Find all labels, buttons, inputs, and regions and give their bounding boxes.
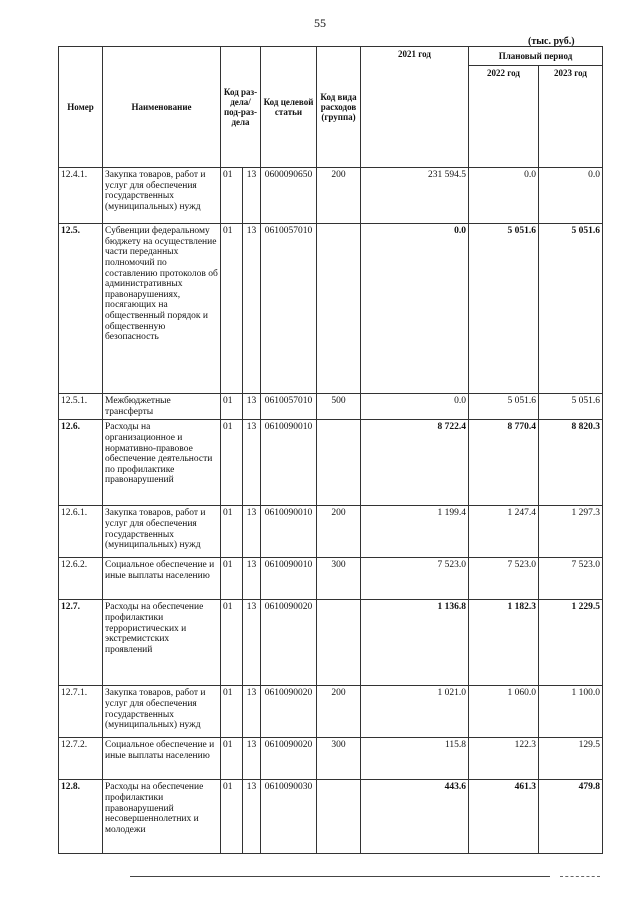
row-section: 01 bbox=[221, 558, 243, 600]
row-value-2021: 8 722.4 bbox=[361, 420, 469, 506]
table-body bbox=[59, 168, 603, 854]
table-row bbox=[59, 558, 603, 600]
row-value-2023: 1 229.5 bbox=[539, 600, 603, 686]
row-section: 01 bbox=[221, 224, 243, 394]
header-name: Наименование bbox=[103, 47, 221, 168]
row-subsection: 13 bbox=[243, 600, 261, 686]
row-section: 01 bbox=[221, 506, 243, 558]
row-number: 12.6.1. bbox=[59, 506, 103, 558]
row-value-2023: 129.5 bbox=[539, 738, 603, 780]
row-expense-code bbox=[317, 420, 361, 506]
row-value-2023: 5 051.6 bbox=[539, 394, 603, 420]
header-row-top bbox=[59, 47, 603, 66]
row-expense-code: 300 bbox=[317, 558, 361, 600]
row-value-2021: 443.6 bbox=[361, 780, 469, 854]
row-name: Социальное обеспечение и иные выплаты населению bbox=[103, 738, 221, 780]
row-number: 12.7.1. bbox=[59, 686, 103, 738]
row-number: 12.4.1. bbox=[59, 168, 103, 224]
row-expense-code bbox=[317, 600, 361, 686]
table-row bbox=[59, 506, 603, 558]
units-label: (тыс. руб.) bbox=[528, 36, 575, 47]
row-section: 01 bbox=[221, 420, 243, 506]
row-section: 01 bbox=[221, 780, 243, 854]
row-name: Закупка товаров, работ и услуг для обеспечения государственных (муниципальных) нужд bbox=[103, 686, 221, 738]
table-row bbox=[59, 224, 603, 394]
row-value-2021: 1 199.4 bbox=[361, 506, 469, 558]
row-name: Расходы на обеспечение профилактики террористических и экстремистских проявлений bbox=[103, 600, 221, 686]
row-value-2022: 5 051.6 bbox=[469, 224, 539, 394]
footer-rule bbox=[130, 876, 550, 877]
budget-table bbox=[58, 46, 603, 854]
row-number: 12.7. bbox=[59, 600, 103, 686]
row-value-2022: 1 247.4 bbox=[469, 506, 539, 558]
row-value-2023: 8 820.3 bbox=[539, 420, 603, 506]
row-value-2023: 1 297.3 bbox=[539, 506, 603, 558]
row-target-code: 0610090010 bbox=[261, 420, 317, 506]
row-value-2022: 0.0 bbox=[469, 168, 539, 224]
row-expense-code: 300 bbox=[317, 738, 361, 780]
header-planned: Плановый период bbox=[469, 47, 603, 66]
header-expense: Код вида расходов (группа) bbox=[317, 47, 361, 168]
row-number: 12.7.2. bbox=[59, 738, 103, 780]
row-expense-code: 200 bbox=[317, 506, 361, 558]
row-subsection: 13 bbox=[243, 558, 261, 600]
header-number: Номер bbox=[59, 47, 103, 168]
row-value-2023: 7 523.0 bbox=[539, 558, 603, 600]
row-value-2022: 461.3 bbox=[469, 780, 539, 854]
row-value-2021: 1 136.8 bbox=[361, 600, 469, 686]
row-target-code: 0610090030 bbox=[261, 780, 317, 854]
row-target-code: 0610090020 bbox=[261, 600, 317, 686]
row-target-code: 0610090010 bbox=[261, 506, 317, 558]
table-row bbox=[59, 686, 603, 738]
row-number: 12.6. bbox=[59, 420, 103, 506]
row-section: 01 bbox=[221, 600, 243, 686]
row-subsection: 13 bbox=[243, 780, 261, 854]
row-value-2022: 7 523.0 bbox=[469, 558, 539, 600]
row-name: Расходы на организационное и нормативно-правовое обеспечение деятельности по профилактике правонарушений bbox=[103, 420, 221, 506]
row-subsection: 13 bbox=[243, 224, 261, 394]
row-value-2021: 7 523.0 bbox=[361, 558, 469, 600]
row-value-2022: 122.3 bbox=[469, 738, 539, 780]
row-name: Закупка товаров, работ и услуг для обеспечения государственных (муниципальных) нужд bbox=[103, 168, 221, 224]
row-value-2022: 5 051.6 bbox=[469, 394, 539, 420]
row-target-code: 0600090650 bbox=[261, 168, 317, 224]
row-expense-code: 200 bbox=[317, 686, 361, 738]
row-subsection: 13 bbox=[243, 686, 261, 738]
row-expense-code: 500 bbox=[317, 394, 361, 420]
row-value-2021: 1 021.0 bbox=[361, 686, 469, 738]
row-subsection: 13 bbox=[243, 394, 261, 420]
row-section: 01 bbox=[221, 686, 243, 738]
footer-rule-short bbox=[560, 876, 600, 877]
header-2021: 2021 год bbox=[361, 47, 469, 168]
row-number: 12.5. bbox=[59, 224, 103, 394]
row-expense-code: 200 bbox=[317, 168, 361, 224]
row-value-2023: 479.8 bbox=[539, 780, 603, 854]
row-name: Расходы на обеспечение профилактики правонарушений несовершеннолетних и молодежи bbox=[103, 780, 221, 854]
row-expense-code bbox=[317, 224, 361, 394]
header-section: Код раз-дела/ под-раз-дела bbox=[221, 47, 261, 168]
row-value-2023: 5 051.6 bbox=[539, 224, 603, 394]
row-subsection: 13 bbox=[243, 420, 261, 506]
row-number: 12.8. bbox=[59, 780, 103, 854]
row-target-code: 0610057010 bbox=[261, 224, 317, 394]
row-name: Субвенции федеральному бюджету на осуществление части переданных полномочий по составлению протоколов об административных правонарушениях, посягающих на общественный порядок и общественную безопасность bbox=[103, 224, 221, 394]
row-subsection: 13 bbox=[243, 738, 261, 780]
row-value-2021: 231 594.5 bbox=[361, 168, 469, 224]
row-value-2022: 1 060.0 bbox=[469, 686, 539, 738]
header-2022: 2022 год bbox=[469, 66, 539, 168]
table-row bbox=[59, 780, 603, 854]
row-section: 01 bbox=[221, 394, 243, 420]
row-subsection: 13 bbox=[243, 168, 261, 224]
row-number: 12.5.1. bbox=[59, 394, 103, 420]
row-value-2023: 0.0 bbox=[539, 168, 603, 224]
page-number: 55 bbox=[314, 16, 326, 30]
row-name: Закупка товаров, работ и услуг для обеспечения государственных (муниципальных) нужд bbox=[103, 506, 221, 558]
table-row bbox=[59, 420, 603, 506]
header-target: Код целевой статьи bbox=[261, 47, 317, 168]
row-target-code: 0610057010 bbox=[261, 394, 317, 420]
table-row bbox=[59, 738, 603, 780]
row-subsection: 13 bbox=[243, 506, 261, 558]
row-target-code: 0610090010 bbox=[261, 558, 317, 600]
row-value-2022: 8 770.4 bbox=[469, 420, 539, 506]
table-row bbox=[59, 600, 603, 686]
row-target-code: 0610090020 bbox=[261, 738, 317, 780]
row-name: Социальное обеспечение и иные выплаты населению bbox=[103, 558, 221, 600]
row-value-2021: 115.8 bbox=[361, 738, 469, 780]
row-expense-code bbox=[317, 780, 361, 854]
row-number: 12.6.2. bbox=[59, 558, 103, 600]
table-row bbox=[59, 394, 603, 420]
row-value-2022: 1 182.3 bbox=[469, 600, 539, 686]
row-target-code: 0610090020 bbox=[261, 686, 317, 738]
row-value-2021: 0.0 bbox=[361, 394, 469, 420]
row-value-2021: 0.0 bbox=[361, 224, 469, 394]
table-row bbox=[59, 168, 603, 224]
row-name: Межбюджетные трансферты bbox=[103, 394, 221, 420]
row-section: 01 bbox=[221, 168, 243, 224]
row-section: 01 bbox=[221, 738, 243, 780]
header-2023: 2023 год bbox=[539, 66, 603, 168]
row-value-2023: 1 100.0 bbox=[539, 686, 603, 738]
